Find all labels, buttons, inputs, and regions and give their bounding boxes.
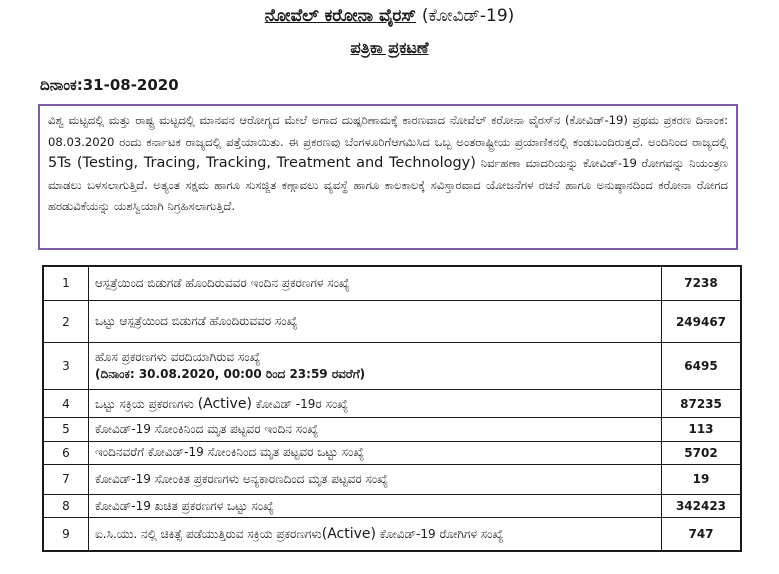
row-value: 7238 — [662, 266, 742, 300]
intro-text-part3: ನಿರ್ವಹಣಾ ಮಾದರಿಯನ್ನು ಕೋವಿಡ್-19 ರೋಗವನ್ನು ನಿಯಂತ್ರಣ ಮಾಡಲು ಬಳಸಲಾಗುತ್ತಿದೆ. ಅತ್ಯಂತ ಸಕ್ಷಮ ಹಾಗೂ ಸುಸಜ್ಜಿತ ಕಣ್ಗಾವಲು ವ್ಯವಸ್ಥೆ ಹಾಗೂ ಕಾಲಕಾಲಕ್ಕೆ ಸವಿಸ್ತಾರವಾದ ಯೋಜನೆಗಳ ರಚನೆ ಹಾಗೂ ಅನುಷ್ಠಾನದಿಂದ ಕರೋನಾ ರೋಗದ ಹರಡುವಿಕೆಯನ್ನು ಯಶಸ್ವಿಯಾಗಿ ನಿಗ್ರಹಿಸಲಾಗುತ್ತಿದೆ. — [48, 156, 728, 214]
row-label-b: ಕೋವಿಡ್-19 ರೋಗಿಗಳ ಸಂಖ್ಯೆ — [379, 527, 504, 542]
row-label-cell — [89, 343, 662, 390]
title-main: ನೋವೆಲ್ ಕರೋನಾ ವೈರಸ್ — [264, 6, 416, 26]
page-subtitle: ಪತ್ರಿಕಾ ಪ್ರಕಟಣೆ — [350, 38, 429, 57]
row-number: 7 — [43, 464, 89, 494]
row-number: 1 — [43, 266, 89, 300]
row-number: 8 — [43, 494, 89, 517]
row-value: 342423 — [662, 494, 742, 517]
row-label: ಆಸ್ಪತ್ರೆಯಿಂದ ಬಿಡುಗಡೆ ಹೊಂದಿರುವವರ ಇಂದಿನ ಪ್ರಕರಣಗಳ ಸಂಖ್ಯೆ — [89, 266, 662, 300]
row-label-b: ಕೋವಿಡ್ -19ರ ಸಂಖ್ಯೆ — [255, 396, 349, 411]
table-row — [43, 343, 741, 390]
row-number: 4 — [43, 390, 89, 418]
intro-text-5ts: 5Ts (Testing, Tracing, Tracking, Treatment and Technology) — [48, 155, 476, 172]
table-row — [43, 494, 741, 517]
row-number: 6 — [43, 441, 89, 464]
row-value: 19 — [662, 464, 742, 494]
row-label: ಹೊಸ ಪ್ರಕರಣಗಳು ವರದಿಯಾಗಿರುವ ಸಂಖ್ಯೆ — [95, 350, 261, 365]
table-row — [43, 464, 741, 494]
row-label: ಒಟ್ಟು ಆಸ್ಪತ್ರೆಯಿಂದ ಬಿಡುಗಡೆ ಹೊಂದಿರುವವರ ಸಂಖ್ಯೆ — [89, 300, 662, 343]
table-row — [43, 266, 741, 300]
covid-stats-table — [42, 265, 742, 552]
row-value: 113 — [662, 418, 742, 441]
row-sublabel: (ದಿನಾಂಕ: 30.08.2020, 00:00 ರಿಂದ 23:59 ರವರೆಗೆ) — [95, 367, 366, 382]
row-value: 87235 — [662, 390, 742, 418]
row-label-cell — [89, 390, 662, 418]
row-number: 2 — [43, 300, 89, 343]
row-label-en: (Active) — [321, 526, 376, 543]
row-label: ಕೋವಿಡ್-19 ಖಚಿತ ಪ್ರಕರಣಗಳ ಒಟ್ಟು ಸಂಖ್ಯೆ — [89, 494, 662, 517]
row-label-a: ಒಟ್ಟು ಸಕ್ರಿಯ ಪ್ರಕರಣಗಳು — [95, 396, 194, 411]
row-label: ಕೋವಿಡ್-19 ಸೋಂಕಿತ ಪ್ರಕರಣಗಳು ಅನ್ಯಕಾರಣದಿಂದ ಮೃತ ಪಟ್ಟವರ ಸಂಖ್ಯೆ — [89, 464, 662, 494]
row-value: 747 — [662, 518, 742, 551]
title-paren: (ಕೋವಿಡ್-19) — [421, 6, 515, 26]
table-row — [43, 418, 741, 441]
row-number: 3 — [43, 343, 89, 390]
row-label-en: (Active) — [197, 395, 252, 412]
page-title — [0, 6, 779, 26]
release-date: ದಿನಾಂಕ:31-08-2020 — [40, 76, 179, 94]
row-value: 5702 — [662, 441, 742, 464]
table-row — [43, 441, 741, 464]
row-label-cell — [89, 518, 662, 551]
row-value: 6495 — [662, 343, 742, 390]
row-label: ಇಂದಿನವರೆಗೆ ಕೋವಿಡ್-19 ಸೋಂಕಿನಿಂದ ಮೃತ ಪಟ್ಟವರ ಒಟ್ಟು ಸಂಖ್ಯೆ — [89, 441, 662, 464]
row-label: ಕೋವಿಡ್-19 ಸೋಂಕಿನಿಂದ ಮೃತ ಪಟ್ಟವರ ಇಂದಿನ ಸಂಖ್ಯೆ — [89, 418, 662, 441]
row-value: 249467 — [662, 300, 742, 343]
table-row — [43, 518, 741, 551]
row-number: 5 — [43, 418, 89, 441]
table-row — [43, 300, 741, 343]
table-row — [43, 390, 741, 418]
intro-paragraph — [38, 104, 738, 250]
row-number: 9 — [43, 518, 89, 551]
row-label-a: ಐ.ಸಿ.ಯು. ನಲ್ಲಿ ಚಿಕಿತ್ಸೆ ಪಡೆಯುತ್ತಿರುವ ಸಕ್ರಿಯ ಪ್ರಕರಣಗಳು — [95, 527, 322, 542]
intro-text-part1: ವಿಶ್ವ ಮಟ್ಟದಲ್ಲಿ ಮತ್ತು ರಾಷ್ಟ್ರ ಮಟ್ಟದಲ್ಲಿ ಮಾನವನ ಆರೋಗ್ಯದ ಮೇಲೆ ಅಗಾದ ದುಷ್ಪರಿಣಾಮಕ್ಕೆ ಕಾರಣವಾದ ನೋವೆಲ್ ಕರೋನಾ ವೈರಸ್‌ನ (ಕೋವಿಡ್-19) ಪ್ರಥಮ ಪ್ರಕರಣ ದಿನಾಂಕ: 08.03.2020 ರಂದು ಕರ್ನಾಟಕ ರಾಜ್ಯದಲ್ಲಿ ಪತ್ತೆಯಾಯಿತು. ಈ ಪ್ರಕರಣವು ಬೆಂಗಳೂರಿಗೆಆಗಮಿಸಿದ ಒಬ್ಬ ಅಂತರಾಷ್ಟ್ರೀಯ ಪ್ರಯಾಣಿಕನಲ್ಲಿ ಕಂಡುಬಂದಿರುತ್ತದೆ. ಅಂದಿನಿಂದ ರಾಜ್ಯದಲ್ಲಿ — [48, 113, 728, 149]
